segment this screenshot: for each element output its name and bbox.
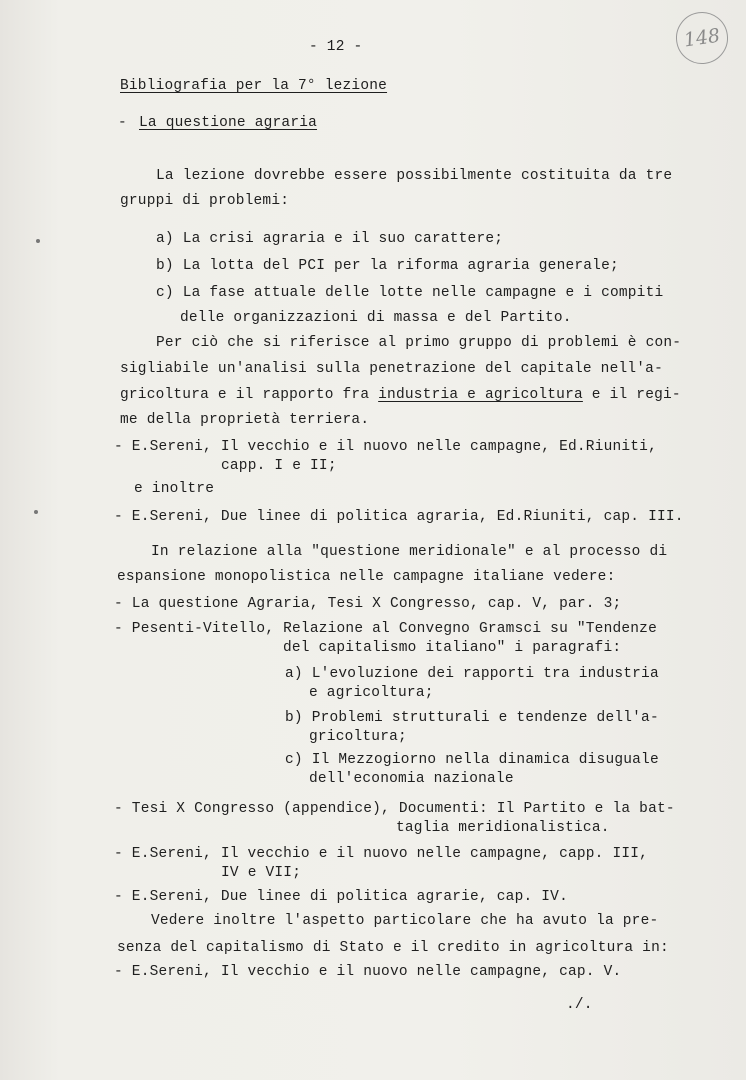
sub-c-cont: dell'economia nazionale xyxy=(309,771,514,787)
sub-c: c) Il Mezzogiorno nella dinamica disuguale xyxy=(285,752,659,768)
document-title: Bibliografia per la 7° lezione xyxy=(120,78,388,94)
para2-line-1: In relazione alla "questione meridionale" e al processo di xyxy=(151,544,668,560)
section-heading: La questione agraria xyxy=(139,115,318,131)
sub-b-cont: gricoltura; xyxy=(309,729,407,745)
ref-sereni-4: - E.Sereni, Due linee di politica agrarie, cap. IV. xyxy=(114,889,568,905)
para1-line-3-start: gricoltura e il rapporto fra xyxy=(120,387,379,403)
ref-sereni-1-cont: capp. I e II; xyxy=(221,458,337,474)
para3-line-2: senza del capitalismo di Stato e il credito in agricoltura in: xyxy=(117,940,669,956)
ref-pesenti-cont: del capitalismo italiano" i paragrafi: xyxy=(283,640,622,656)
page-number: - 12 - xyxy=(309,39,363,55)
ref-sereni-5: - E.Sereni, Il vecchio e il nuovo nelle campagne, cap. V. xyxy=(114,964,622,980)
problem-b: b) La lotta del PCI per la riforma agraria generale; xyxy=(156,258,619,274)
intro-line-2: gruppi di problemi: xyxy=(120,193,290,209)
continuation-mark: ./. xyxy=(566,997,593,1013)
ref-sereni-3: - E.Sereni, Il vecchio e il nuovo nelle campagne, capp. III, xyxy=(114,846,649,862)
para1-line-3-end: e il regi- xyxy=(582,387,681,403)
ref-sereni-2: - E.Sereni, Due linee di politica agraria, Ed.Riuniti, cap. III. xyxy=(114,509,684,525)
sub-a: a) L'evoluzione dei rapporti tra industria xyxy=(285,666,659,682)
ref-sereni-1: - E.Sereni, Il vecchio e il nuovo nelle campagne, Ed.Riuniti, xyxy=(114,439,657,455)
para1-line-4: me della proprietà terriera. xyxy=(120,412,370,428)
para2-line-2: espansione monopolistica nelle campagne italiane vedere: xyxy=(117,569,616,585)
archive-stamp xyxy=(673,9,732,68)
margin-mark xyxy=(34,510,38,514)
sub-a-cont: e agricoltura; xyxy=(309,685,434,701)
archive-number: 148 xyxy=(682,24,722,52)
ref-tesi-appendice: - Tesi X Congresso (appendice), Documenti: Il Partito e la bat- xyxy=(114,801,675,817)
para1-underlined-phrase: industria e agricoltura xyxy=(378,387,583,403)
problem-c-cont: delle organizzazioni di massa e del Partito. xyxy=(180,310,572,326)
ref-sereni-3-cont: IV e VII; xyxy=(221,865,302,881)
para1-line-1: Per ciò che si riferisce al primo gruppo di problemi è con- xyxy=(156,335,682,351)
ref-tesi-appendice-cont: taglia meridionalistica. xyxy=(396,820,610,836)
ref-pesenti: - Pesenti-Vitello, Relazione al Convegno Gramsci su "Tendenze xyxy=(114,621,657,637)
problem-a: a) La crisi agraria e il suo carattere; xyxy=(156,231,504,247)
sub-b: b) Problemi strutturali e tendenze dell'a- xyxy=(285,710,659,726)
problem-c: c) La fase attuale delle lotte nelle campagne e i compiti xyxy=(156,285,664,301)
para3-line-1: Vedere inoltre l'aspetto particolare che ha avuto la pre- xyxy=(151,913,659,929)
section-dash: - xyxy=(118,115,127,131)
ref-questione-agraria: - La questione Agraria, Tesi X Congresso, cap. V, par. 3; xyxy=(114,596,622,612)
margin-mark xyxy=(36,239,40,243)
para1-line-2: sigliabile un'analisi sulla penetrazione del capitale nell'a- xyxy=(120,361,663,377)
para1-line-3 xyxy=(120,386,681,404)
intro-line-1: La lezione dovrebbe essere possibilmente costituita da tre xyxy=(156,168,673,184)
ref-inoltre: e inoltre xyxy=(134,481,215,497)
